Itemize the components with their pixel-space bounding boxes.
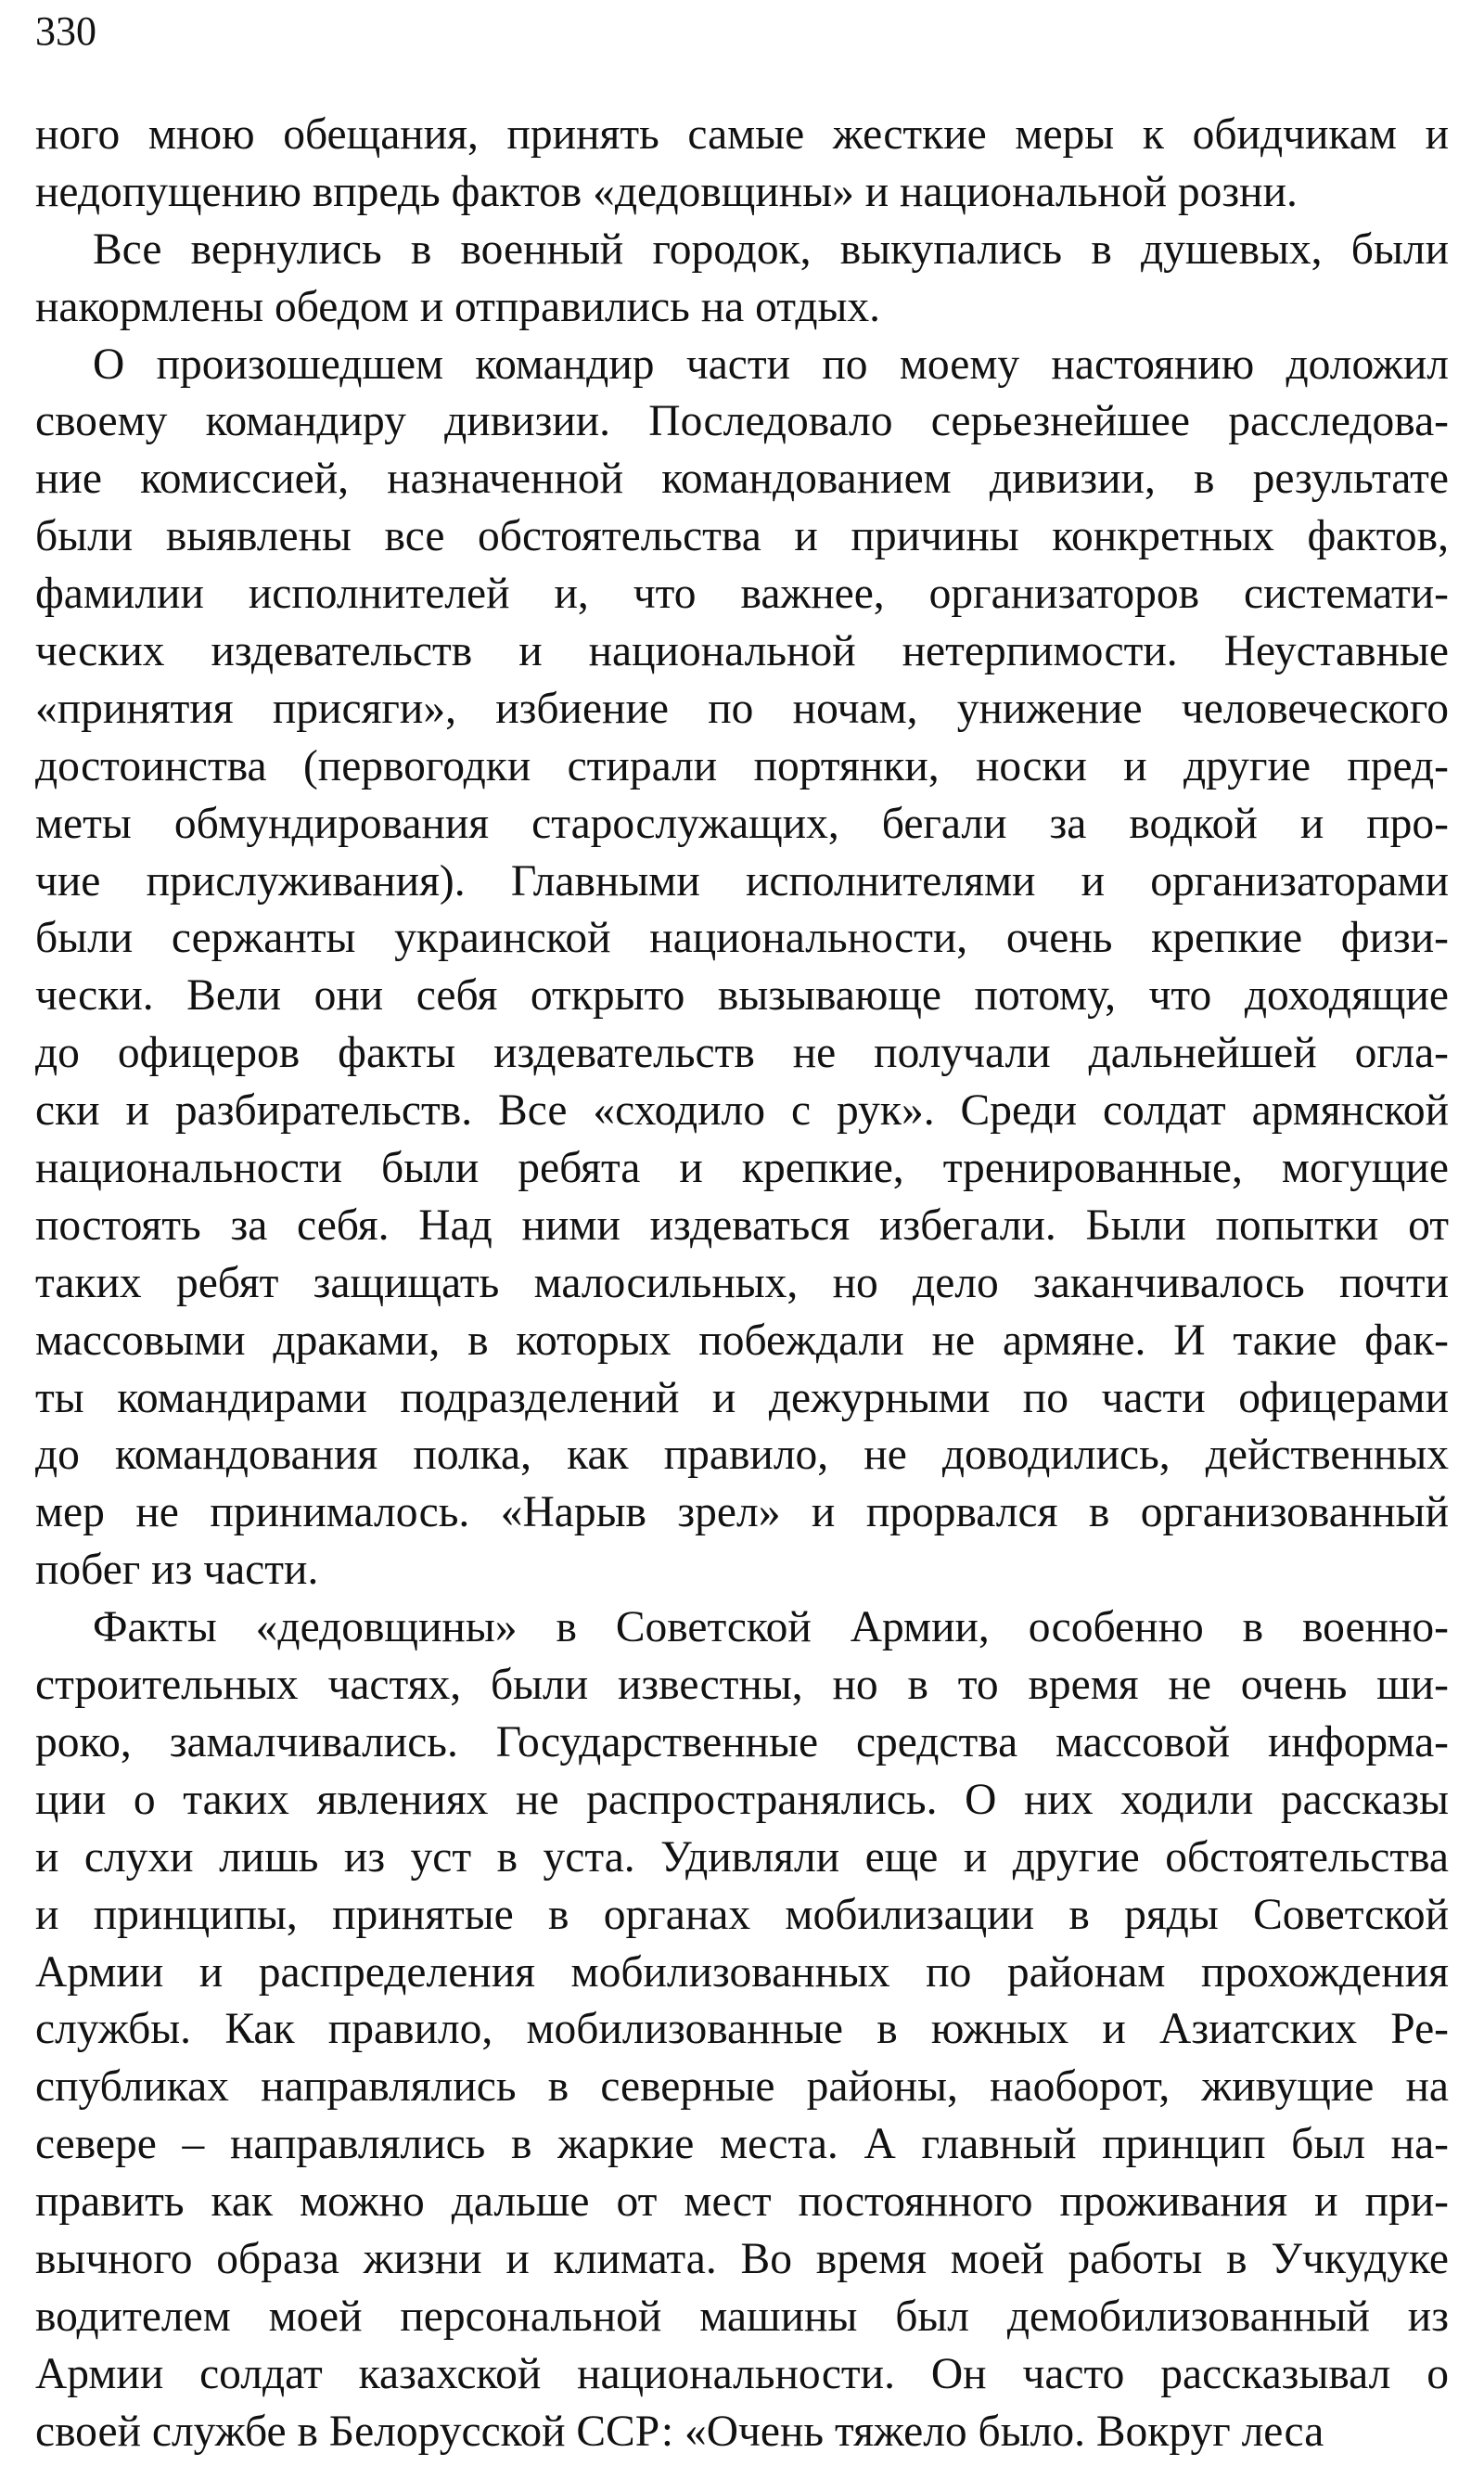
text-line: мер не принималось. «Нарыв зрел» и прорвался в организованный xyxy=(35,1488,1449,1537)
text-line: севере – направлялись в жаркие места. А главный принцип был на- xyxy=(35,2120,1449,2169)
text-line: ного мною обещания, принять самые жесткие меры к обидчикам и xyxy=(35,110,1449,159)
text-line: О произошедшем командир части по моему настоянию доложил xyxy=(93,340,1449,389)
text-line: «принятия присяги», избиение по ночам, унижение человеческого xyxy=(35,684,1449,733)
text-line: службы. Как правило, мобилизованные в южных и Азиатских Ре- xyxy=(35,2005,1449,2054)
text-line: ции о таких явлениях не распространялись. О них ходили рассказы xyxy=(35,1775,1449,1824)
text-line: Армии и распределения мобилизованных по районам прохождения xyxy=(35,1947,1449,1997)
text-line: Армии солдат казахской национальности. Он часто рассказывал о xyxy=(35,2349,1449,2398)
text-line: строительных частях, были известны, но в то время не очень ши- xyxy=(35,1661,1449,1710)
text-line: чие прислуживания). Главными исполнителями и организаторами xyxy=(35,856,1449,905)
text-line: ски и разбирательств. Все «сходило с рук». Среди солдат армянской xyxy=(35,1086,1449,1136)
text-line: до командования полка, как правило, не доводились, действенных xyxy=(35,1431,1449,1480)
text-line: до офицеров факты издевательств не получали дальнейшей огла- xyxy=(35,1029,1449,1078)
text-line: роко, замалчивались. Государственные средства массовой информа- xyxy=(35,1717,1449,1766)
text-line: недопущению впредь фактов «дедовщины» и национальной розни. xyxy=(35,167,1298,216)
text-line: массовыми драками, в которых побеждали не армяне. И такие фак- xyxy=(35,1316,1449,1365)
text-line: своему командиру дивизии. Последовало серьезнейшее расследова- xyxy=(35,397,1449,446)
text-line: постоять за себя. Над ними издеваться избегали. Были попытки от xyxy=(35,1201,1449,1250)
text-line: водителем моей персональной машины был демобилизованный из xyxy=(35,2292,1449,2341)
text-line: были выявлены все обстоятельства и причины конкретных фактов, xyxy=(35,512,1449,561)
text-line: национальности были ребята и крепкие, тренированные, могущие xyxy=(35,1144,1449,1193)
text-line: побег из части. xyxy=(35,1546,319,1595)
text-line: ческих издевательств и национальной нетерпимости. Неуставные xyxy=(35,627,1449,676)
body-text xyxy=(35,107,1449,2461)
text-line: Все вернулись в военный городок, выкупались в душевых, были xyxy=(93,225,1449,274)
text-line: своей службе в Белорусской ССР: «Очень тяжело было. Вокруг леса xyxy=(35,2407,1324,2456)
text-line: вычного образа жизни и климата. Во время моей работы в Учкудуке xyxy=(35,2234,1449,2283)
text-line: править как можно дальше от мест постоянного проживания и при- xyxy=(35,2177,1449,2227)
text-line: были сержанты украинской национальности, очень крепкие физи- xyxy=(35,914,1449,963)
text-line: таких ребят защищать малосильных, но дело заканчивалось почти xyxy=(35,1258,1449,1307)
text-line: накормлены обедом и отправились на отдых. xyxy=(35,282,881,331)
text-line: ты командирами подразделений и дежурными по части офицерами xyxy=(35,1373,1449,1422)
text-line: и принципы, принятые в органах мобилизации в ряды Советской xyxy=(35,1890,1449,1939)
text-line: ние комиссией, назначенной командованием дивизии, в результате xyxy=(35,455,1449,504)
text-line: спубликах направлялись в северные районы, наоборот, живущие на xyxy=(35,2062,1449,2112)
text-line: достоинства (первогодки стирали портянки, носки и другие пред- xyxy=(35,741,1449,790)
text-line: и слухи лишь из уст в уста. Удивляли еще и другие обстоятельства xyxy=(35,1832,1449,1882)
text-line: меты обмундирования старослужащих, бегали за водкой и про- xyxy=(35,799,1449,848)
text-line: чески. Вели они себя открыто вызывающе потому, что доходящие xyxy=(35,971,1449,1021)
page-number: 330 xyxy=(35,8,96,54)
text-line: фамилии исполнителей и, что важнее, организаторов системати- xyxy=(35,570,1449,619)
text-line: Факты «дедовщины» в Советской Армии, особенно в военно- xyxy=(93,1603,1449,1652)
